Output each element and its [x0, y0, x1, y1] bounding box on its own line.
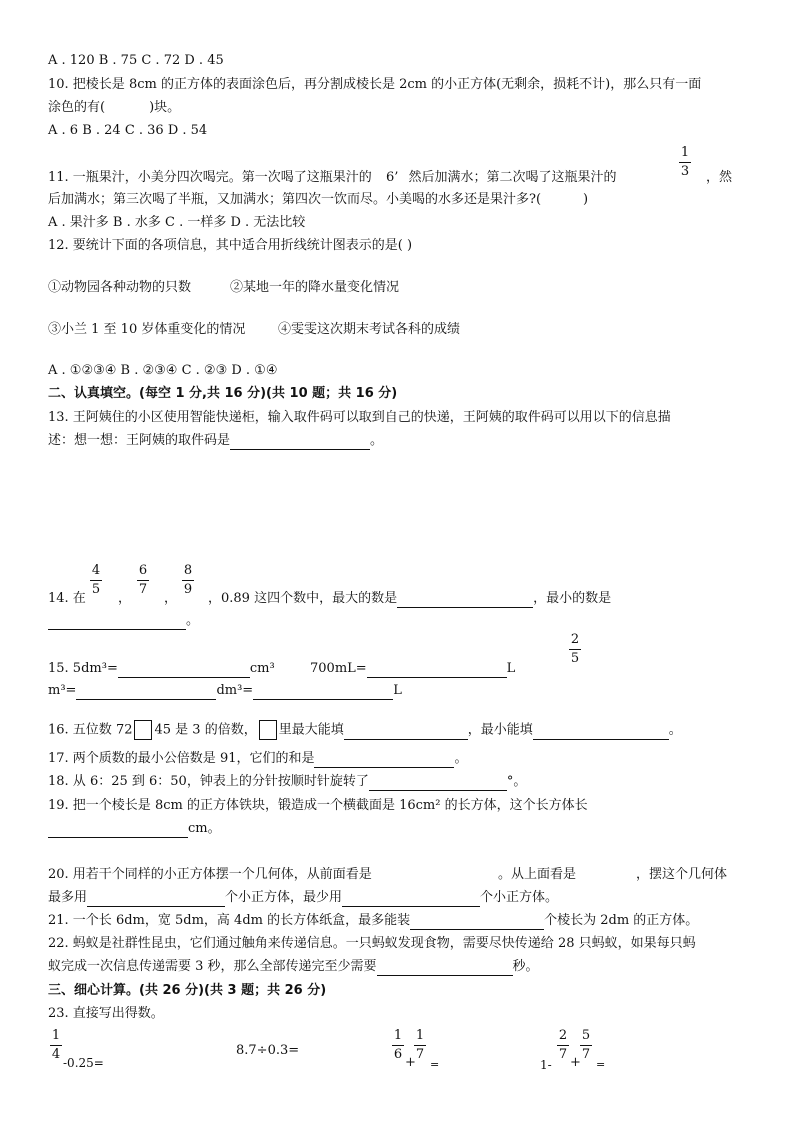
q21-line	[48, 912, 698, 930]
q11-frac-num: 1	[680, 145, 690, 160]
q11-options: A . 果汁多 B . 水多 C . 一样多 D . 无法比较	[48, 215, 306, 230]
fraction-bar	[569, 649, 581, 650]
q11-line1c: 然后加满水；第二次喝了这瓶果汁的	[408, 170, 617, 185]
q15-a: 15. 5dm³=	[48, 661, 118, 676]
q17-end: 。	[454, 751, 468, 766]
q15-c: m³=	[48, 683, 77, 698]
q10-line2	[48, 99, 180, 117]
q13-line2-text: 述：想一想：王阿姨的取件码是	[48, 433, 231, 448]
q22-end: 秒。	[512, 959, 539, 974]
q15-d-unit: L	[393, 683, 402, 698]
q20-e: 个小正方体，最少用	[225, 890, 343, 905]
q20-line1c: ，摆这个几何体	[636, 867, 728, 882]
q15-l-blank[interactable]	[367, 663, 507, 678]
q14-line1	[208, 590, 611, 608]
q23-e3-frac-b	[414, 1029, 426, 1062]
fraction-bar	[580, 1045, 592, 1046]
q11-line2a: 后加满水；第三次喝了半瓶，又加满水；第四次一饮而尽。小美喝的水多还是果汁多?(	[48, 192, 542, 207]
q12-item3: ③小兰 1 至 10 岁体重变化的情况	[48, 322, 246, 337]
q23-e1-rest: -0.25=	[63, 1056, 104, 1070]
q15-b: 700mL=	[310, 661, 367, 676]
q10-line2b: )块。	[149, 100, 181, 115]
q15-l2-blank[interactable]	[253, 685, 393, 700]
q23-e3-eq: =	[430, 1058, 440, 1071]
q11-fraction	[679, 146, 691, 179]
q10-line1: 10. 把棱长是 8cm 的正方体的表面涂色后，再分割成棱长是 2cm 的小正方体(无剩余，损耗不计)，那么只有一面	[48, 77, 702, 92]
q23-e1-den: 4	[51, 1047, 61, 1062]
q16-b: 45 是 3 的倍数，	[154, 722, 257, 738]
q23-e4a-num: 2	[558, 1028, 568, 1043]
q11-line2b: )	[583, 192, 589, 207]
q20-line2	[48, 889, 558, 907]
q14-min-blank[interactable]	[48, 615, 186, 630]
q14-f2-den: 7	[138, 582, 148, 597]
fraction-bar	[137, 580, 149, 581]
q14-f3-den: 9	[183, 582, 193, 597]
q15-a-unit: cm³	[249, 661, 275, 676]
q14-prefix: 14. 在	[48, 591, 86, 606]
section3-title: 三、细心计算。(共 26 分)(共 3 题；共 26 分)	[48, 983, 327, 998]
q10-options: A . 6 B . 24 C . 36 D . 54	[48, 123, 208, 138]
q14-frac1	[90, 564, 102, 597]
q16-c: 里最大能填	[278, 722, 344, 738]
q13-end: 。	[370, 433, 384, 448]
q23-e2: 8.7÷0.3=	[236, 1043, 300, 1058]
q14-f1-num: 4	[91, 563, 101, 578]
q14-frac3	[182, 564, 194, 597]
q23-e4b-den: 7	[581, 1047, 591, 1062]
q15-fraction	[569, 633, 581, 666]
q23-e3-frac-a	[392, 1029, 404, 1062]
q12-item2: ②某地一年的降水量变化情况	[230, 280, 400, 295]
q16-end: 。	[668, 722, 682, 738]
fraction-bar	[50, 1045, 62, 1046]
q14-mid2: ，最小的数是	[533, 591, 612, 606]
q21-end: 个棱长为 2dm 的正方体。	[544, 913, 699, 928]
q23-e4b-num: 5	[581, 1028, 591, 1043]
fraction-bar	[182, 580, 194, 581]
q18-text: 18. 从 6：25 到 6：50，钟表上的分针按顺时针旋转了	[48, 774, 369, 789]
q11-line1	[48, 169, 617, 187]
section2-title: 二、认真填空。(每空 1 分,共 16 分)(共 10 题；共 16 分)	[48, 386, 398, 401]
q17-text: 17. 两个质数的最小公倍数是 91，它们的和是	[48, 751, 315, 766]
q14-f1-den: 5	[91, 582, 101, 597]
q22-blank[interactable]	[377, 961, 513, 976]
q15-cm3-blank[interactable]	[118, 663, 250, 678]
q23-e1-frac	[50, 1029, 62, 1062]
q18-line	[48, 773, 526, 791]
q23-e1-num: 1	[51, 1028, 61, 1043]
q19-line2	[48, 820, 221, 838]
q22-line2	[48, 958, 539, 976]
q14-sep1: ，	[118, 591, 132, 606]
q12-stem: 12. 要统计下面的各项信息，其中适合用折线统计图表示的是( )	[48, 238, 413, 253]
q23-stem: 23. 直接写出得数。	[48, 1006, 164, 1021]
q15-b-unit: L	[506, 661, 516, 676]
q23-e4-plus: +	[570, 1055, 581, 1070]
q23-e4a-den: 7	[558, 1047, 568, 1062]
q18-end: °。	[506, 774, 527, 789]
q23-e3b-num: 1	[415, 1028, 425, 1043]
q11-frac-den: 3	[680, 164, 690, 179]
q13-line2	[48, 432, 383, 450]
q17-blank[interactable]	[314, 753, 454, 768]
q19-end: cm。	[188, 821, 221, 836]
q20-line1a: 20. 用若干个同样的小正方体摆一个几何体，从前面看是	[48, 867, 372, 882]
q23-e4-frac-a	[557, 1029, 569, 1062]
q14-end: 。	[186, 613, 200, 628]
q14-mid: ，0.89 这四个数中，最大的数是	[208, 591, 398, 606]
q16-line	[48, 720, 682, 740]
q18-blank[interactable]	[369, 776, 507, 791]
q11-line2	[48, 191, 588, 209]
q12-item4: ④雯雯这次期末考试各科的成绩	[278, 322, 461, 337]
q16-min-blank[interactable]	[533, 725, 669, 740]
q23-e4-eq: =	[596, 1058, 606, 1071]
fraction-bar	[679, 162, 691, 163]
q14-f2-num: 6	[138, 563, 148, 578]
q14-sep2: ，	[164, 591, 178, 606]
q15-line1	[48, 660, 275, 678]
q15-c-unit: dm³=	[216, 683, 254, 698]
q19-blank[interactable]	[48, 823, 188, 838]
q14-f3-num: 8	[183, 563, 193, 578]
q13-answer-blank[interactable]	[230, 435, 370, 450]
q12-options: A . ①②③④ B . ②③④ C . ②③ D . ①④	[48, 363, 278, 378]
fraction-bar	[557, 1045, 569, 1046]
q14-line2	[48, 612, 199, 630]
q19-line1: 19. 把一个棱长是 8cm 的正方体铁块，锻造成一个横截面是 16cm² 的长方体，这个长方体长	[48, 798, 588, 813]
q16-digit-box-ref	[259, 720, 277, 740]
q9-options: A . 120 B . 75 C . 72 D . 45	[48, 53, 224, 68]
q13-line1: 13. 王阿姨住的小区使用智能快递柜，输入取件码可以取到自己的快递，王阿姨的取件码可以用以下的信息描	[48, 410, 671, 425]
q14-frac2	[137, 564, 149, 597]
q20-d: 最多用	[48, 890, 88, 905]
q20-f: 个小正方体。	[480, 890, 559, 905]
q23-e3a-num: 1	[393, 1028, 403, 1043]
q20-line1b: 。从上面看是	[498, 867, 577, 882]
q23-e4-frac-b	[580, 1029, 592, 1062]
q23-e3-plus: +	[405, 1055, 416, 1070]
fraction-bar	[414, 1045, 426, 1046]
q23-e3b-den: 7	[415, 1047, 425, 1062]
q15-dm3-blank[interactable]	[76, 685, 216, 700]
q16-digit-box[interactable]	[134, 720, 152, 740]
q21-blank[interactable]	[410, 915, 544, 930]
q20-max-blank[interactable]	[87, 892, 225, 907]
fraction-bar	[392, 1045, 404, 1046]
q20-min-blank[interactable]	[342, 892, 480, 907]
q21-text: 21. 一个长 6dm，宽 5dm，高 4dm 的长方体纸盒，最多能装	[48, 913, 411, 928]
q15-frac-den: 5	[570, 651, 580, 666]
fraction-bar	[90, 580, 102, 581]
q15-line2	[48, 682, 402, 700]
q16-max-blank[interactable]	[344, 725, 468, 740]
q11-line1b: 6’	[385, 170, 399, 185]
q22-line1: 22. 蚂蚁是社群性昆虫，它们通过触角来传递信息。一只蚂蚁发现食物，需要尽快传递给 28 只蚂蚁，如果每只蚂	[48, 936, 696, 951]
q12-item1: ①动物园各种动物的只数	[48, 280, 192, 295]
q15-frac-num: 2	[570, 632, 580, 647]
q23-e4-pre: 1-	[540, 1058, 552, 1072]
q11-line1-end: ，然	[706, 170, 733, 185]
q17-line	[48, 750, 468, 768]
q11-line1a: 11. 一瓶果汁，小美分四次喝完。第一次喝了这瓶果汁的	[48, 170, 372, 185]
q15-line1b	[310, 660, 515, 678]
q16-a: 16. 五位数 72	[48, 722, 133, 738]
q22-line2-text: 蚁完成一次信息传递需要 3 秒，那么全部传递完至少需要	[48, 959, 377, 974]
q14-max-blank[interactable]	[397, 593, 533, 608]
q10-line2a: 涂色的有(	[48, 100, 106, 115]
q23-e3a-den: 6	[393, 1047, 403, 1062]
q16-d: ，最小能填	[467, 722, 533, 738]
